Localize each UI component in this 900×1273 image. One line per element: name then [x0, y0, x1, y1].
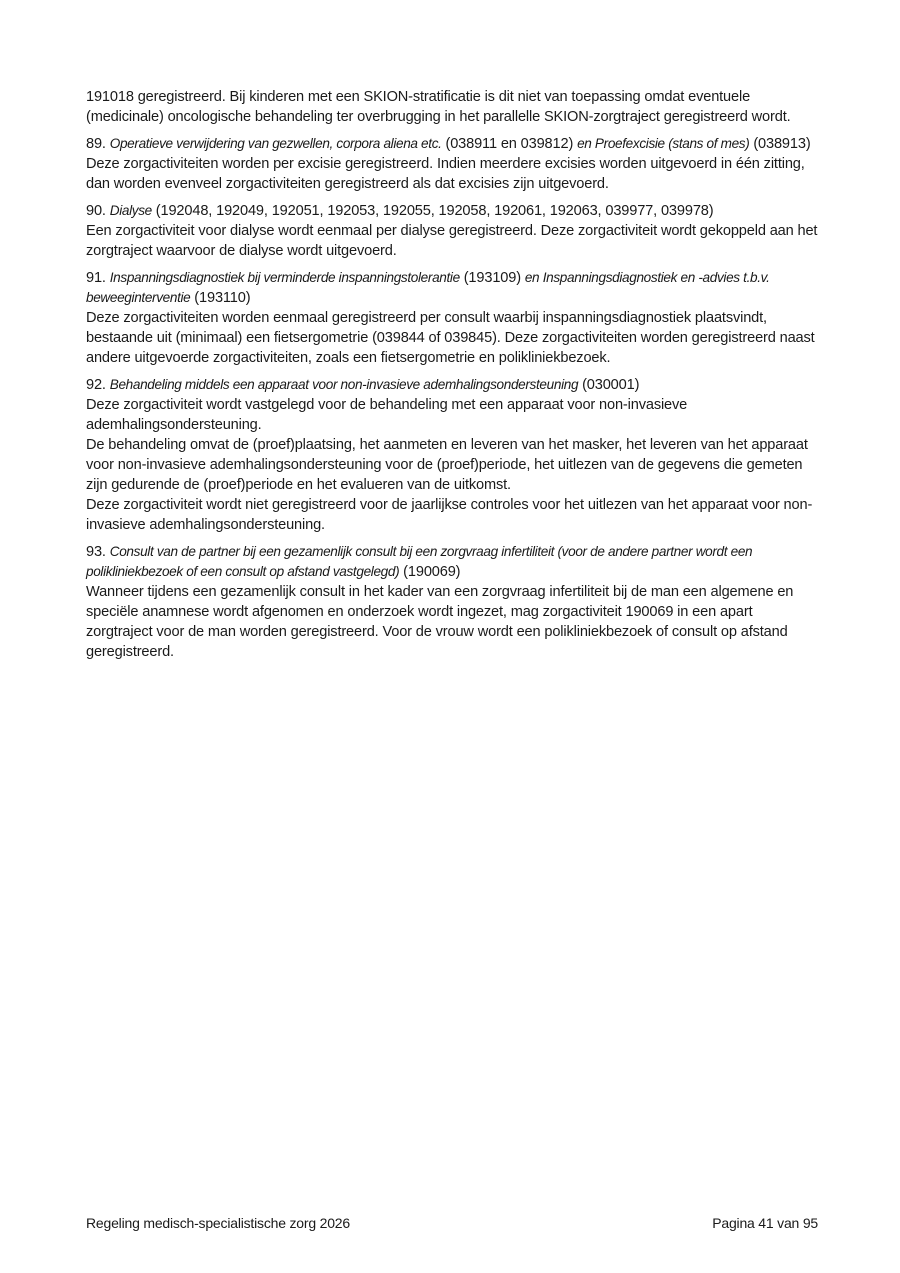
item-number: 92. — [86, 377, 106, 393]
item-number: 93. — [86, 544, 106, 560]
item-title-secondary: en Inspanningsdiagnostiek en -advies t.b.v. beweeginterventie — [86, 270, 770, 305]
item-93 — [86, 542, 818, 662]
page-footer — [86, 1214, 818, 1232]
footer-page-number: Pagina 41 van 95 — [712, 1215, 818, 1231]
item-92 — [86, 375, 818, 535]
item-91 — [86, 268, 818, 368]
footer-document-title: Regeling medisch-specialistische zorg 2026 — [86, 1215, 350, 1231]
item-body: Deze zorgactiviteit wordt vastgelegd voor de behandeling met een apparaat voor non-invasieve ademhalingsondersteuning. — [86, 397, 688, 433]
page-body — [86, 87, 818, 669]
item-body: De behandeling omvat de (proef)plaatsing, het aanmeten en leveren van het masker, het leveren van het apparaat voor non-invasieve ademhalingsondersteuning voor de (proef)periode, het uitlezen van de gegevens die gemeten zijn gedurende de (proef)periode en het evalueren van de uitkomst. — [86, 437, 808, 493]
item-title: Dialyse — [109, 203, 152, 218]
item-title: Inspanningsdiagnostiek bij verminderde inspanningstolerantie — [109, 270, 460, 285]
item-codes: (192048, 192049, 192051, 192053, 192055, 192058, 192061, 192063, 039977, 039978) — [155, 203, 714, 219]
item-codes: (190069) — [403, 564, 461, 580]
item-title-secondary: en Proefexcisie (stans of mes) — [577, 136, 750, 151]
item-title: Operatieve verwijdering van gezwellen, corpora aliena etc. — [109, 136, 442, 151]
item-90 — [86, 201, 818, 261]
item-heading — [86, 201, 818, 221]
item-heading — [86, 542, 818, 582]
item-codes: (038911 en 039812) — [445, 136, 574, 152]
item-title: Consult van de partner bij een gezamenlijk consult bij een zorgvraag infertiliteit (voor de andere partner wordt een polikliniekbezoek of een consult op afstand vastgelegd) — [86, 544, 753, 579]
item-codes-secondary: (193110) — [194, 290, 251, 306]
item-heading — [86, 134, 818, 154]
item-heading — [86, 268, 818, 308]
item-body: Deze zorgactiviteiten worden per excisie geregistreerd. Indien meerdere excisies worden uitgevoerd in één zitting, dan worden evenveel zorgactiviteiten geregistreerd als dat excisies zijn uitgevoerd. — [86, 156, 805, 192]
item-body: Wanneer tijdens een gezamenlijk consult in het kader van een zorgvraag infertiliteit bij de man een algemene en speciële anamnese wordt afgenomen en onderzoek wordt ingezet, mag zorgactiviteit 190069 in een apart zorgtraject voor de man worden geregistreerd. Voor de vrouw wordt een polikliniekbezoek of consult op afstand geregistreerd. — [86, 584, 794, 660]
item-title: Behandeling middels een apparaat voor non-invasieve ademhalingsondersteuning — [109, 377, 579, 392]
item-codes: (030001) — [582, 377, 640, 393]
item-body: Een zorgactiviteit voor dialyse wordt eenmaal per dialyse geregistreerd. Deze zorgactiviteit wordt gekoppeld aan het zorgtraject waarvoor de dialyse wordt uitgevoerd. — [86, 223, 818, 259]
item-heading — [86, 375, 818, 395]
item-number: 89. — [86, 136, 106, 152]
item-codes: (193109) — [463, 270, 521, 286]
item-codes-secondary: (038913) — [753, 136, 811, 152]
item-89 — [86, 134, 818, 194]
item-body: Deze zorgactiviteiten worden eenmaal geregistreerd per consult waarbij inspanningsdiagnostiek plaatsvindt, bestaande uit (minimaal) een fietsergometrie (039844 of 039845). Deze zorgactiviteiten worden geregistreerd naast andere uitgevoerde zorgactiviteiten, zoals een fietsergometrie en polikliniekbezoek. — [86, 310, 815, 366]
intro-paragraph: 191018 geregistreerd. Bij kinderen met een SKION-stratificatie is dit niet van toepassing omdat eventuele (medicinale) oncologische behandeling ter overbrugging in het parallelle SKION-zorgtraject geregistreerd wordt. — [86, 89, 791, 125]
item-number: 90. — [86, 203, 106, 219]
item-number: 91. — [86, 270, 106, 286]
item-body: Deze zorgactiviteit wordt niet geregistreerd voor de jaarlijkse controles voor het uitlezen van het apparaat voor non-invasieve ademhalingsondersteuning. — [86, 497, 813, 533]
